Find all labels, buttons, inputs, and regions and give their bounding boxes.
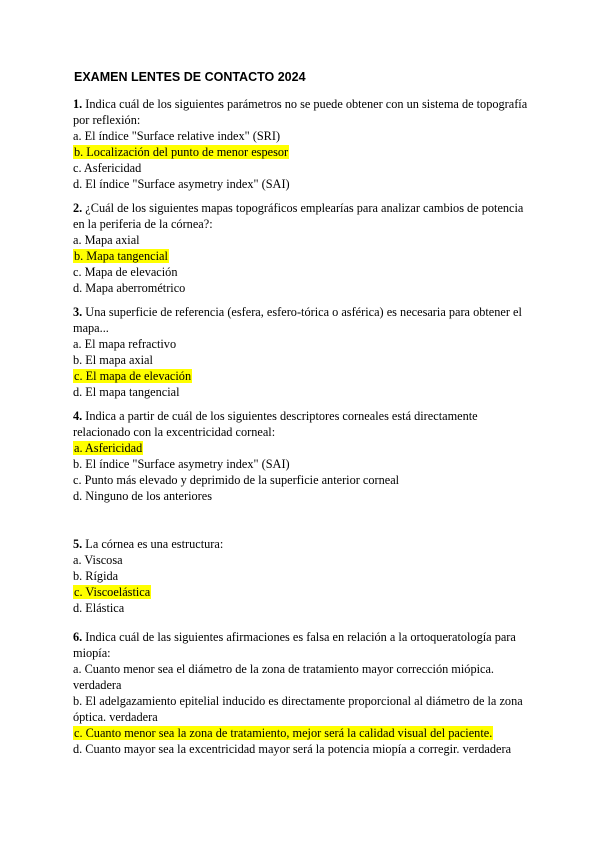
question-5-option-c [73, 585, 151, 599]
question-number: 1. [73, 97, 83, 111]
question-5-option-b: b. Rígida [73, 569, 119, 583]
question-2-text-cont: en la periferia de la córnea?: [73, 217, 213, 231]
question-4-option-c: c. Punto más elevado y deprimido de la superficie anterior corneal [73, 473, 400, 487]
question-3-text: 3. Una superficie de referencia (esfera, esfero-tórica o asférica) es necesaria para obtener el [73, 305, 522, 319]
highlighted-answer: c. Viscoelástica [74, 585, 151, 599]
question-4-text-cont: relacionado con la excentricidad corneal: [73, 425, 276, 439]
question-6-option-b: b. El adelgazamiento epitelial inducido es directamente proporcional al diámetro de la zona [73, 694, 523, 708]
question-4-option-b: b. El índice "Surface asymetry index" (SAI) [73, 457, 290, 471]
highlighted-answer: b. Mapa tangencial [74, 249, 168, 263]
highlighted-answer: c. Cuanto menor sea la zona de tratamiento, mejor será la calidad visual del paciente. [74, 726, 493, 740]
question-2-text: 2. ¿Cuál de los siguientes mapas topográficos emplearías para analizar cambios de potencia [73, 201, 524, 215]
question-6-text: 6. Indica cuál de las siguientes afirmaciones es falsa en relación a la ortoqueratología para [73, 630, 516, 644]
highlighted-answer: b. Localización del punto de menor espesor [74, 145, 289, 159]
question-1-option-d: d. El índice "Surface asymetry index" (SAI) [73, 177, 290, 191]
question-3-option-b: b. El mapa axial [73, 353, 153, 367]
question-3-text-cont: mapa... [73, 321, 109, 335]
question-number: 4. [73, 409, 83, 423]
question-6-option-c [73, 726, 493, 740]
question-1-text-cont: por reflexión: [73, 113, 141, 127]
question-2-option-d: d. Mapa aberrométrico [73, 281, 186, 295]
page-title: EXAMEN LENTES DE CONTACTO 2024 [74, 70, 306, 84]
question-3-option-a: a. El mapa refractivo [73, 337, 177, 351]
question-4-option-a [73, 441, 143, 455]
question-6-text-cont: miopía: [73, 646, 111, 660]
question-number: 3. [73, 305, 83, 319]
question-6-option-a: a. Cuanto menor sea el diámetro de la zona de tratamiento mayor corrección miópica. [73, 662, 494, 676]
question-2-option-a: a. Mapa axial [73, 233, 140, 247]
question-1-option-c: c. Asfericidad [73, 161, 142, 175]
question-5-option-d: d. Elástica [73, 601, 125, 615]
question-4-text: 4. Indica a partir de cuál de los siguientes descriptores corneales está directamente [73, 409, 478, 423]
question-number: 2. [73, 201, 83, 215]
question-1-option-b [73, 145, 289, 159]
highlighted-answer: c. El mapa de elevación [74, 369, 192, 383]
question-5-option-a: a. Viscosa [73, 553, 123, 567]
question-4-option-d: d. Ninguno de los anteriores [73, 489, 212, 503]
highlighted-answer: a. Asfericidad [74, 441, 143, 455]
question-2-option-c: c. Mapa de elevación [73, 265, 178, 279]
question-number: 5. [73, 537, 83, 551]
question-3-option-d: d. El mapa tangencial [73, 385, 180, 399]
question-number: 6. [73, 630, 83, 644]
question-5-text: 5. La córnea es una estructura: [73, 537, 224, 551]
question-1-option-a: a. El índice "Surface relative index" (SRI) [73, 129, 281, 143]
question-3-option-c [73, 369, 192, 383]
question-2-option-b [73, 249, 169, 263]
question-6-option-a-cont: verdadera [73, 678, 122, 692]
question-6-option-d: d. Cuanto mayor sea la excentricidad mayor será la potencia miopía a corregir. verdadera [73, 742, 512, 756]
question-6-option-b-cont: óptica. verdadera [73, 710, 158, 724]
question-1-text: 1. Indica cuál de los siguientes parámetros no se puede obtener con un sistema de topografía [73, 97, 528, 111]
